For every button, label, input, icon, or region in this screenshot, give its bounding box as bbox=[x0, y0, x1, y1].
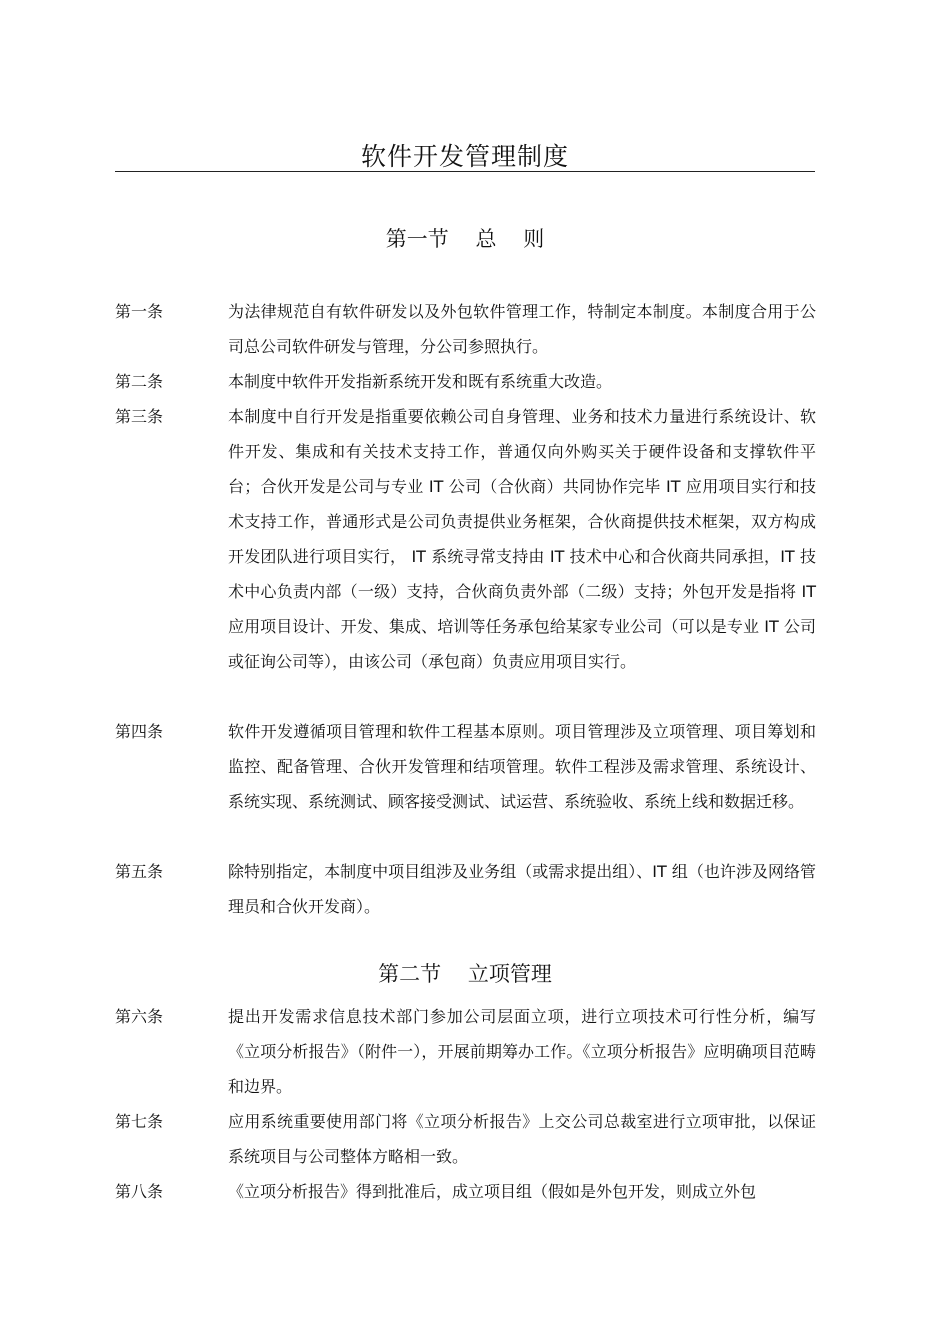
article-text: 本制度中软件开发指新系统开发和既有系统重大改造。 bbox=[228, 372, 613, 391]
article-text: 除特别指定，本制度中项目组涉及业务组（或需求提出组）、IT 组（也许涉及网络管理员和合伙开发商）。 bbox=[228, 862, 816, 916]
section-title-1: 第一节 总 则 bbox=[385, 227, 545, 251]
article-text: 为法律规范自有软件研发以及外包软件管理工作，特制定本制度。本制度合用于公司总公司软件研发与管理，分公司参照执行。 bbox=[228, 302, 816, 356]
article-label: 第七条 bbox=[115, 1112, 164, 1131]
article-label: 第五条 bbox=[115, 862, 164, 881]
article-label: 第四条 bbox=[115, 722, 164, 741]
article-text: 《立项分析报告》得到批准后，成立项目组（假如是外包开发，则成立外包 bbox=[228, 1182, 757, 1201]
article-text: 提出开发需求信息技术部门参加公司层面立项，进行立项技术可行性分析，编写《立项分析报告》（附件一），开展前期筹办工作。《立项分析报告》应明确项目范畴和边界。 bbox=[228, 1007, 816, 1096]
document-title: 软件开发管理制度 bbox=[360, 142, 569, 171]
article-label: 第八条 bbox=[115, 1182, 164, 1201]
article-label: 第六条 bbox=[115, 1007, 164, 1026]
article-label: 第一条 bbox=[115, 302, 164, 321]
section-title-2: 第二节 立项管理 bbox=[378, 962, 552, 986]
article-label: 第三条 bbox=[115, 407, 164, 426]
title-underline bbox=[115, 171, 815, 172]
article-text: 本制度中自行开发是指重要依赖公司自身管理、业务和技术力量进行系统设计、软件开发、集成和有关技术支持工作，普通仅向外购买关于硬件设备和支撑软件平台；合伙开发是公司与专业 IT 公司（合伙商）共同协作完毕 IT 应用项目实行和技术支持工作，普通形式是公司负责提供业务框架，合伙商提供技术框架，双方构成开发团队进行项目实行， IT 系统寻常支持由 IT 技术中心和合伙商共同承担，IT 技术中心负责内部（一级）支持，合伙商负责外部（二级）支持；外包开发是指将 IT 应用项目设计、开发、集成、培训等任务承包给某家专业公司（可以是专业 IT 公司或征询公司等），由该公司（承包商）负责应用项目实行。 bbox=[228, 407, 816, 671]
article-label: 第二条 bbox=[115, 372, 164, 391]
article-text: 软件开发遵循项目管理和软件工程基本原则。项目管理涉及立项管理、项目筹划和监控、配备管理、合伙开发管理和结项管理。软件工程涉及需求管理、系统设计、系统实现、系统测试、顾客接受测试、试运营、系统验收、系统上线和数据迁移。 bbox=[228, 722, 816, 811]
article-text: 应用系统重要使用部门将《立项分析报告》上交公司总裁室进行立项审批，以保证系统项目与公司整体方略相一致。 bbox=[228, 1112, 816, 1166]
